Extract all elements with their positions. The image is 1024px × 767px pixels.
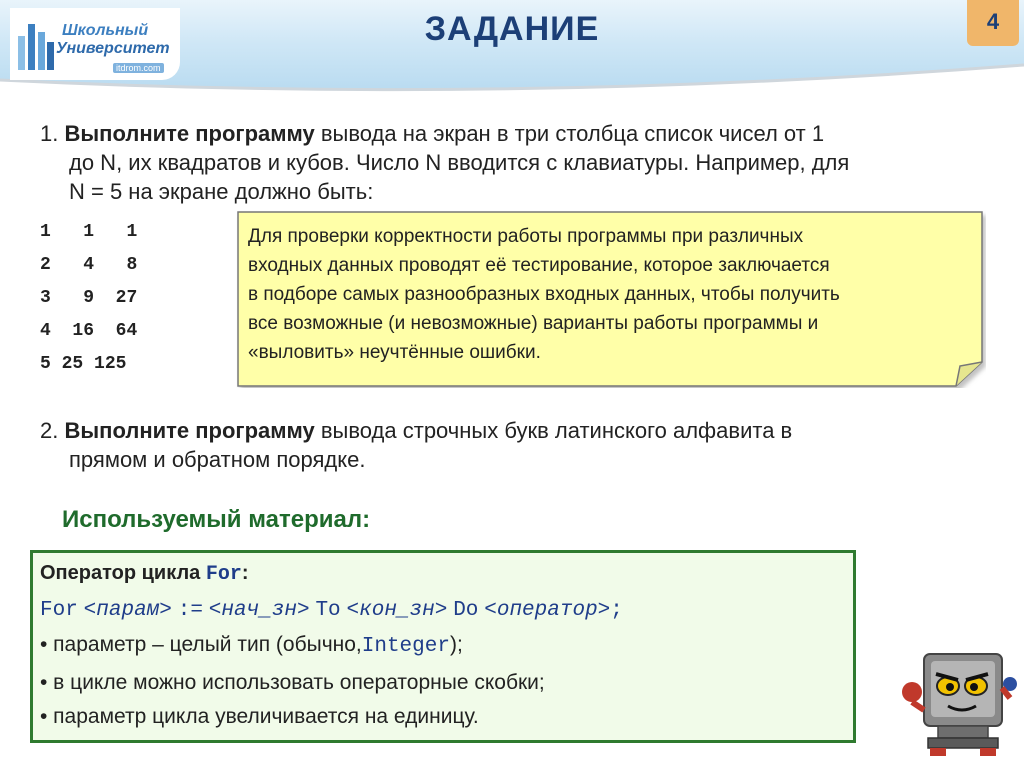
for-syntax: For <парам> := <нач_зн> To <кон_зн> Do <оператор>;	[40, 599, 623, 622]
logo-text-line2: Университет	[56, 40, 170, 57]
logo-text-line1: Школьный	[62, 22, 149, 39]
note-line: входных данных проводят её тестирование, которое заключается	[248, 255, 830, 276]
note-line: все возможные (и невозможные) варианты работы программы и	[248, 313, 819, 334]
number-table	[40, 216, 137, 381]
slide-number: 4	[967, 0, 1019, 46]
number-row: 4 16 64	[40, 321, 138, 341]
task-1-text: вывода на экран в три столбца список чисел от 1	[314, 121, 825, 146]
code-for: For	[205, 563, 242, 586]
note-line: «выловить» неучтённые ошибки.	[248, 342, 541, 363]
task-1-number: 1.	[40, 121, 59, 146]
number-row: 1 1 1	[40, 222, 138, 242]
task-2-bold: Выполните программу	[64, 418, 315, 443]
note-line: Для проверки корректности работы программы при различных	[248, 226, 804, 247]
computer-mascot-icon	[898, 648, 1018, 760]
task-1-bold: Выполните программу	[64, 121, 315, 146]
task-1	[40, 119, 849, 206]
number-row: 5 25 125	[40, 354, 127, 374]
material-title: Используемый материал:	[62, 506, 371, 533]
number-row: 3 9 27	[40, 288, 138, 308]
task-2-number: 2.	[40, 418, 59, 443]
task-2-line2: прямом и обратном порядке.	[69, 447, 366, 472]
task-2	[40, 416, 792, 474]
note-text	[248, 222, 968, 367]
task-1-line3: N = 5 на экране должно быть:	[69, 179, 374, 204]
code-integer: Integer	[361, 635, 450, 658]
note-line: в подборе самых разнообразных входных данных, чтобы получить	[248, 284, 840, 305]
page-title: ЗАДАНИЕ	[424, 10, 600, 48]
bullet-3: • параметр цикла увеличивается на единицу.	[40, 705, 479, 728]
logo-site: itdrom.com	[113, 63, 164, 73]
bullet-1: • параметр – целый тип (обычно,Integer);	[40, 633, 463, 658]
bullet-2: • в цикле можно использовать операторные скобки;	[40, 671, 545, 694]
number-row: 2 4 8	[40, 255, 138, 275]
task-2-text: вывода строчных букв латинского алфавита в	[314, 418, 793, 443]
material-heading: Оператор цикла For:	[40, 562, 249, 586]
task-1-line2: до N, их квадратов и кубов. Число N вводится с клавиатуры. Например, для	[69, 150, 850, 175]
